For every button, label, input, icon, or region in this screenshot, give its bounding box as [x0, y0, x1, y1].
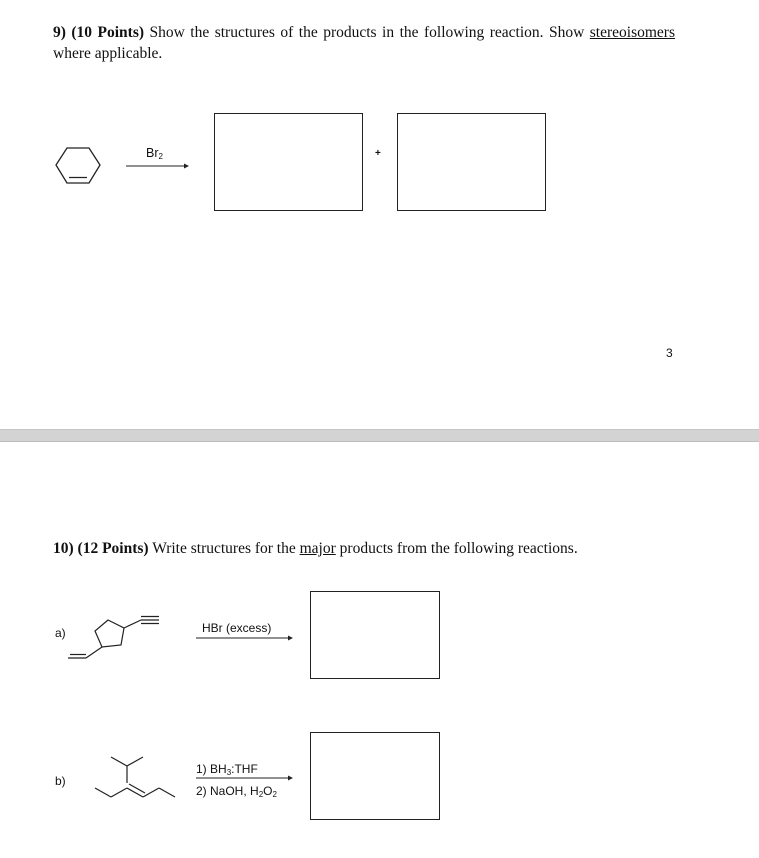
- q10-text-end: products from the following reactions.: [335, 540, 578, 557]
- q9-reagent-br2: $Br_2$: [146, 146, 163, 161]
- q9-plus-sign: +: [375, 148, 381, 159]
- q10-points: (12 Points): [77, 540, 149, 557]
- q9-points: (10 Points): [71, 24, 145, 41]
- part-a-reagent: HBr (excess): [202, 621, 272, 635]
- q9-text-end: where applicable.: [53, 45, 163, 62]
- q10-number: 10): [53, 540, 74, 557]
- part-a-label: a): [55, 626, 66, 640]
- part-b-step-2: 2) NaOH, $H_2O_2$: [196, 784, 277, 799]
- part-b-label: b): [55, 774, 66, 788]
- q9-number: 9): [53, 24, 66, 41]
- part-b-step-1: 1) $BH_3:THF$: [196, 762, 258, 777]
- part-b-answer-box[interactable]: [310, 732, 440, 820]
- page-number: 3: [666, 346, 673, 360]
- q9-text-main: Show the structures of the products in the following reaction. Show: [144, 24, 590, 41]
- q10-major-underlined: major: [299, 540, 336, 557]
- q9-stereoisomers-underlined: stereoisomers: [589, 24, 675, 41]
- q10-text-start: Write structures for the: [148, 540, 300, 557]
